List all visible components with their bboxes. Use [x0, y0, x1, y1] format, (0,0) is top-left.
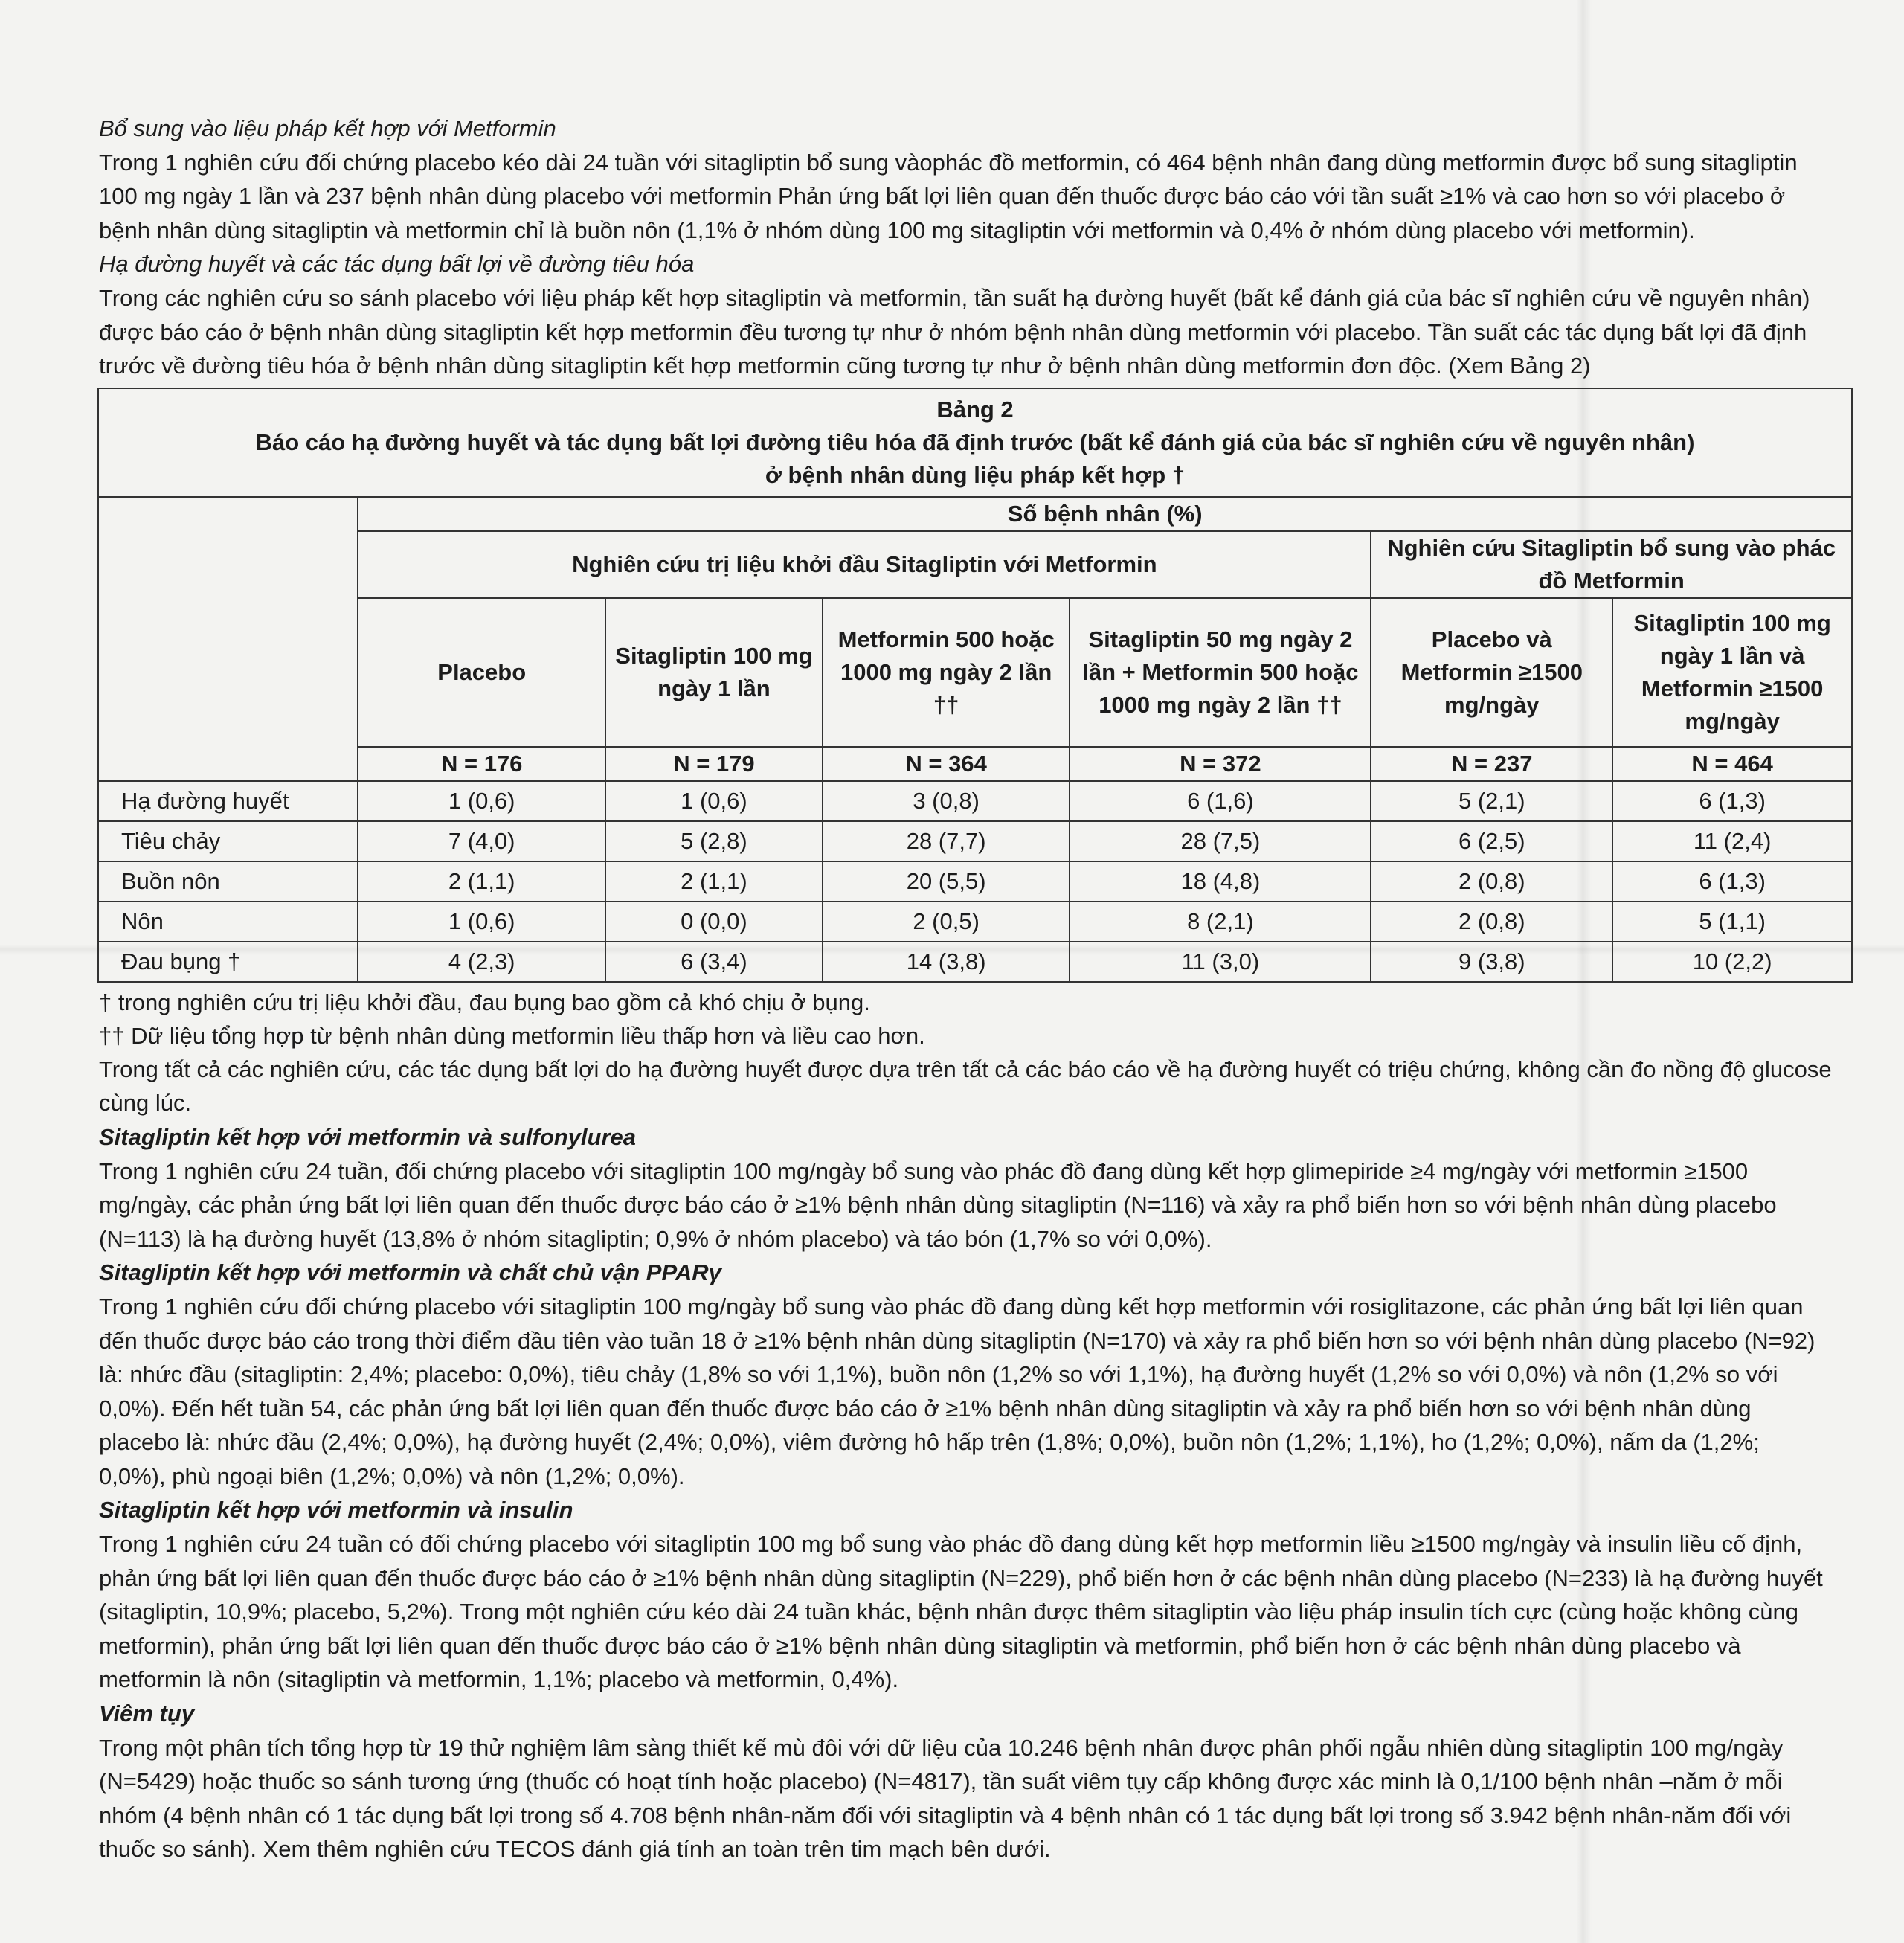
table-cell: 6 (1,3)	[1612, 861, 1852, 902]
table-cell: 6 (1,6)	[1070, 781, 1371, 821]
table-cell: 28 (7,5)	[1070, 821, 1371, 861]
row-label: Nôn	[98, 902, 358, 942]
n-count: N = 372	[1070, 747, 1371, 781]
col-header: Placebo	[358, 598, 605, 747]
col-header: Sitagliptin 50 mg ngày 2 lần + Metformin 500 hoặc 1000 mg ngày 2 lần ††	[1070, 598, 1371, 747]
table-cell: 6 (1,3)	[1612, 781, 1852, 821]
table-cell: 20 (5,5)	[823, 861, 1070, 902]
table-cell: 2 (1,1)	[605, 861, 823, 902]
section-title-ppar: Sitagliptin kết hợp với metformin và chất chủ vận PPARγ	[99, 1259, 721, 1286]
table-row	[98, 861, 1852, 902]
n-count: N = 237	[1371, 747, 1612, 781]
header-group-initial: Nghiên cứu trị liệu khởi đầu Sitagliptin với Metformin	[358, 531, 1371, 598]
section-body-pancreatitis: Trong một phân tích tổng hợp từ 19 thử nghiệm lâm sàng thiết kế mù đôi với dữ liệu của 10.246 bệnh nhân được phân phối ngẫu nhiên dùng sitagliptin 100 mg/ngày (N=5429) hoặc thuốc so sánh tương ứng (thuốc có hoạt tính hoặc placebo) (N=4817), tần suất viêm tụy cấp không được xác minh là 0,1/100 bệnh nhân –năm ở mỗi nhóm (4 bệnh nhân có 1 tác dụng bất lợi trong số 4.708 bệnh nhân-năm đối với sitagliptin và 4 bệnh nhân có 1 tác dụng bất lợi trong số 3.942 bệnh nhân-năm đối với thuốc so sánh). Xem thêm nghiên cứu TECOS đánh giá tính an toàn trên tim mạch bên dưới.	[99, 1734, 1792, 1863]
table-cell: 1 (0,6)	[358, 902, 605, 942]
footnote-double-dagger: †† Dữ liệu tổng hợp từ bệnh nhân dùng metformin liều thấp hơn và liều cao hơn.	[99, 1022, 925, 1049]
table-cell: 3 (0,8)	[823, 781, 1070, 821]
col-header: Placebo và Metformin ≥1500 mg/ngày	[1371, 598, 1612, 747]
table-number: Bảng 2	[936, 396, 1014, 423]
table-cell: 5 (2,8)	[605, 821, 823, 861]
table-cell: 6 (2,5)	[1371, 821, 1612, 861]
table-cell: 1 (0,6)	[605, 781, 823, 821]
table-corner	[98, 497, 358, 781]
header-group-addon: Nghiên cứu Sitagliptin bổ sung vào phác đồ Metformin	[1371, 531, 1852, 598]
section-title-pancreatitis: Viêm tụy	[99, 1700, 195, 1727]
table-cell: 7 (4,0)	[358, 821, 605, 861]
n-count: N = 364	[823, 747, 1070, 781]
table-cell: 5 (2,1)	[1371, 781, 1612, 821]
table-row	[98, 902, 1852, 942]
table-cell: 8 (2,1)	[1070, 902, 1371, 942]
n-count: N = 176	[358, 747, 605, 781]
table-cell: 10 (2,2)	[1612, 942, 1852, 982]
table-cell: 11 (2,4)	[1612, 821, 1852, 861]
table-cell: 11 (3,0)	[1070, 942, 1371, 982]
table-cell: 6 (3,4)	[605, 942, 823, 982]
section-body-metformin-combo: Trong 1 nghiên cứu đối chứng placebo kéo dài 24 tuần với sitagliptin bổ sung vàophác đồ metformin, có 464 bệnh nhân đang dùng metformin được bổ sung sitagliptin 100 mg ngày 1 lần và 237 bệnh nhân dùng placebo với metformin Phản ứng bất lợi liên quan đến thuốc được báo cáo với tần suất ≥1% và cao hơn so với placebo ở bệnh nhân dùng sitagliptin và metformin chỉ là buồn nôn (1,1% ở nhóm dùng 100 mg sitagliptin với metformin và 0,4% ở nhóm dùng placebo với metformin).	[99, 149, 1798, 243]
table-caption	[98, 388, 1852, 497]
section-body-hypoglycemia: Trong các nghiên cứu so sánh placebo với liệu pháp kết hợp sitagliptin và metformin, tần suất hạ đường huyết (bất kể đánh giá của bác sĩ nghiên cứu về nguyên nhân) được báo cáo ở bệnh nhân dùng sitagliptin kết hợp metformin đều tương tự như ở nhóm bệnh nhân dùng metformin với placebo. Tần suất các tác dụng bất lợi đã định trước về đường tiêu hóa ở bệnh nhân dùng sitagliptin kết hợp metformin cũng tương tự như ở bệnh nhân dùng metformin đơn độc. (Xem Bảng 2)	[99, 284, 1810, 379]
row-label: Hạ đường huyết	[98, 781, 358, 821]
section-body-ppar: Trong 1 nghiên cứu đối chứng placebo với sitagliptin 100 mg/ngày bổ sung vào phác đồ đang dùng kết hợp metformin với rosiglitazone, các phản ứng bất lợi liên quan đến thuốc được báo cáo trong thời điểm đầu tiên vào tuần 18 ở ≥1% bệnh nhân dùng sitagliptin (N=170) và xảy ra phổ biến hơn so với bệnh nhân dùng placebo (N=92) là: nhức đầu (sitagliptin: 2,4%; placebo: 0,0%), tiêu chảy (1,8% so với 1,1%), buồn nôn (1,2% so với 1,1%), hạ đường huyết (1,2% so với 0,0%) và nôn (1,2% so với 0,0%). Đến hết tuần 54, các phản ứng bất lợi liên quan đến thuốc được báo cáo ở ≥1% bệnh nhân dùng sitagliptin và xảy ra phổ biến hơn so với bệnh nhân dùng placebo là: nhức đầu (2,4%; 0,0%), hạ đường huyết (2,4%; 0,0%), viêm đường hô hấp trên (1,8%; 0,0%), buồn nôn (1,2%; 1,1%), ho (1,2%; 0,0%), nấm da (1,2%; 0,0%), phù ngoại biên (1,2%; 0,0%) và nôn (1,2%; 0,0%).	[99, 1293, 1815, 1489]
table-cell: 4 (2,3)	[358, 942, 605, 982]
col-header: Sitagliptin 100 mg ngày 1 lần và Metformin ≥1500 mg/ngày	[1612, 598, 1852, 747]
row-label: Đau bụng †	[98, 942, 358, 982]
table-title: Báo cáo hạ đường huyết và tác dụng bất lợi đường tiêu hóa đã định trước (bất kể đánh giá của bác sĩ nghiên cứu về nguyên nhân)	[255, 428, 1695, 455]
section-title-insulin: Sitagliptin kết hợp với metformin và insulin	[99, 1497, 573, 1523]
n-count: N = 179	[605, 747, 823, 781]
table-cell: 2 (0,8)	[1371, 902, 1612, 942]
row-label: Tiêu chảy	[98, 821, 358, 861]
section-title-sulfonylurea: Sitagliptin kết hợp với metformin và sulfonylurea	[99, 1123, 637, 1150]
footnote-dagger: † trong nghiên cứu trị liệu khởi đầu, đau bụng bao gồm cả khó chịu ở bụng.	[99, 989, 870, 1015]
note-hypoglycemia-basis: Trong tất cả các nghiên cứu, các tác dụng bất lợi do hạ đường huyết được dựa trên tất cả các báo cáo về hạ đường huyết có triệu chứng, không cần đo nồng độ glucose cùng lúc.	[99, 1056, 1832, 1117]
header-so-benh-nhan: Số bệnh nhân (%)	[358, 497, 1852, 531]
table-cell: 28 (7,7)	[823, 821, 1070, 861]
table-cell: 5 (1,1)	[1612, 902, 1852, 942]
table-cell: 2 (1,1)	[358, 861, 605, 902]
table-cell: 2 (0,8)	[1371, 861, 1612, 902]
section-body-insulin: Trong 1 nghiên cứu 24 tuần có đối chứng placebo với sitagliptin 100 mg bổ sung vào phác đồ đang dùng kết hợp metformin liều ≥1500 mg/ngày và insulin liều cố định, phản ứng bất lợi liên quan đến thuốc được báo cáo ở ≥1% bệnh nhân dùng sitagliptin (N=229), phổ biến hơn ở các bệnh nhân dùng placebo (N=233) là hạ đường huyết (sitagliptin, 10,9%; placebo, 5,2%). Trong một nghiên cứu kéo dài 24 tuần khác, bệnh nhân được thêm sitagliptin vào liệu pháp insulin tích cực (cùng hoặc không cùng metformin), phản ứng bất lợi liên quan đến thuốc được báo cáo ở ≥1% bệnh nhân dùng sitagliptin và metformin, phổ biến hơn ở các bệnh nhân dùng placebo và metformin là nôn (sitagliptin và metformin, 1,1%; placebo và metformin, 0,4%).	[99, 1531, 1823, 1693]
adverse-events-table	[97, 388, 1853, 983]
table-cell: 9 (3,8)	[1371, 942, 1612, 982]
col-header: Metformin 500 hoặc 1000 mg ngày 2 lần ††	[823, 598, 1070, 747]
section-title-metformin-combo: Bổ sung vào liệu pháp kết hợp với Metformin	[99, 115, 556, 141]
table-row	[98, 821, 1852, 861]
table-cell: 0 (0,0)	[605, 902, 823, 942]
table-cell: 14 (3,8)	[823, 942, 1070, 982]
row-label: Buồn nôn	[98, 861, 358, 902]
section-body-sulfonylurea: Trong 1 nghiên cứu 24 tuần, đối chứng placebo với sitagliptin 100 mg/ngày bổ sung vào phác đồ đang dùng kết hợp glimepiride ≥4 mg/ngày với metformin ≥1500 mg/ngày, các phản ứng bất lợi liên quan đến thuốc được báo cáo ở ≥1% bệnh nhân dùng sitagliptin (N=116) và xảy ra phổ biến hơn so với bệnh nhân dùng placebo (N=113) là hạ đường huyết (13,8% ở nhóm sitagliptin; 0,9% ở nhóm placebo) và táo bón (1,7% so với 0,0%).	[99, 1157, 1777, 1252]
table-cell: 1 (0,6)	[358, 781, 605, 821]
table-row	[98, 781, 1852, 821]
col-header: Sitagliptin 100 mg ngày 1 lần	[605, 598, 823, 747]
section-title-hypoglycemia: Hạ đường huyết và các tác dụng bất lợi về đường tiêu hóa	[99, 251, 695, 277]
table-subtitle: ở bệnh nhân dùng liệu pháp kết hợp †	[765, 461, 1186, 488]
table-row	[98, 942, 1852, 982]
document-content	[99, 112, 1836, 1866]
table-cell: 2 (0,5)	[823, 902, 1070, 942]
n-count: N = 464	[1612, 747, 1852, 781]
table-cell: 18 (4,8)	[1070, 861, 1371, 902]
